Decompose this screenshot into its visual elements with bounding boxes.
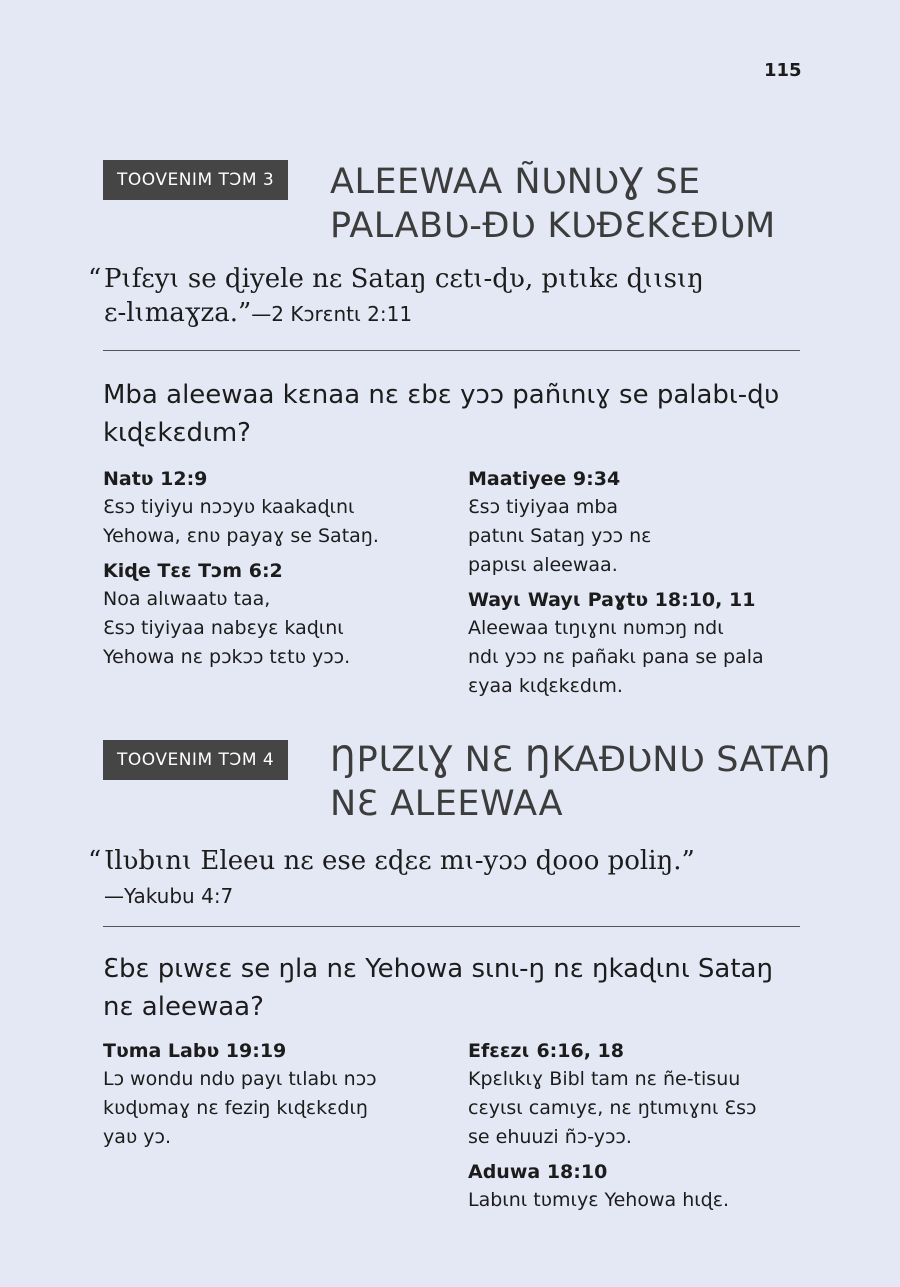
verse-block — [103, 557, 448, 672]
divider — [103, 926, 800, 927]
verse-reference-link[interactable]: Natʋ 12:9 — [103, 468, 208, 490]
verse-line: yaʋ yɔ. — [103, 1126, 172, 1148]
verse-line: Noa alɩwaatʋ taa, — [103, 588, 271, 610]
verse-reference-link[interactable]: Aduwa 18:10 — [468, 1161, 608, 1183]
left-column — [103, 1037, 448, 1158]
verse-line: papɩsɩ aleewaa. — [468, 554, 618, 576]
verse-line: Lɔ wondu ndʋ payɩ tɩlabɩ nɔɔ — [103, 1068, 377, 1090]
verse-line: Ɛsɔ tiyiyu nɔɔyʋ kaakaɖɩnɩ — [103, 496, 355, 518]
verse-reference-link[interactable]: Kiɖe Tɛɛ Tɔm 6:2 — [103, 560, 283, 582]
right-column — [468, 1037, 813, 1221]
page-number: 115 — [764, 60, 802, 81]
study-question: Mba aleewaa kɛnaa nɛ ɛbɛ yɔɔ pañɩnɩɣ se palabɩ-ɖʋ kɩɖɛkɛdɩm? — [103, 380, 780, 448]
verse-line: Kpɛlɩkɩɣ Bibl tam nɛ ñe-tisuu — [468, 1068, 741, 1090]
scripture-quote: “ Pɩfɛyɩ se ɖiyele nɛ Sataŋ cɛtɩ-ɖʋ, pɩtɩkɛ ɖɩɩsɩŋ ɛ-lɩmaɣza.”—2 Kɔrɛntɩ 2:11 — [88, 264, 704, 328]
lesson-tag: TOOVENIM TƆM 3 — [103, 160, 288, 200]
verse-reference-link[interactable]: Maatiyee 9:34 — [468, 468, 621, 490]
quote-line-1: Pɩfɛyɩ se ɖiyele nɛ Sataŋ cɛtɩ-ɖʋ, pɩtɩkɛ ɖɩɩsɩŋ — [104, 264, 704, 294]
lesson-title: ŊPƖZƖƔ NƐ ŊKAƉƲNƲ SATAŊ NƐ ALEEWAA — [330, 740, 832, 824]
quote-line-2: ɛ-lɩmaɣza.” — [104, 298, 252, 328]
verse-line: Yehowa, ɛnʋ payaɣ se Sataŋ. — [103, 525, 379, 547]
verse-reference-link[interactable]: Wayɩ Wayɩ Paɣtʋ 18:10, 11 — [468, 589, 756, 611]
verse-line: patɩnɩ Sataŋ yɔɔ nɛ — [468, 525, 652, 547]
verse-line: Ɛsɔ tiyiyaa nabɛyɛ kaɖɩnɩ — [103, 617, 344, 639]
verse-block — [103, 1037, 448, 1152]
verse-line: se ehuuzi ñɔ-yɔɔ. — [468, 1126, 632, 1148]
verse-line: Aleewaa tɩŋɩɣnɩ nʋmɔŋ ndɩ — [468, 617, 724, 639]
verse-line: Ɛsɔ tiyiyaa mba — [468, 496, 619, 518]
verse-line: Labɩnɩ tʋmɩyɛ Yehowa hɩɖɛ. — [468, 1189, 730, 1211]
verse-block — [468, 1037, 813, 1152]
left-column — [103, 465, 448, 678]
verse-line: ndɩ yɔɔ nɛ pañakɩ pana se pala — [468, 646, 764, 668]
verse-block — [468, 1158, 813, 1215]
quote-reference: —Yakubu 4:7 — [104, 884, 234, 908]
study-question: Ɛbɛ pɩwɛɛ se ŋla nɛ Yehowa sɩnɩ-ŋ nɛ ŋkaɖɩnɩ Sataŋ nɛ aleewaa? — [103, 954, 773, 1022]
verse-reference-link[interactable]: Efɛɛzɩ 6:16, 18 — [468, 1040, 624, 1062]
verse-line: Yehowa nɛ pɔkɔɔ tɛtʋ yɔɔ. — [103, 646, 351, 668]
divider — [103, 350, 800, 351]
lesson-tag: TOOVENIM TƆM 4 — [103, 740, 288, 780]
verse-block — [103, 465, 448, 551]
verse-reference-link[interactable]: Tʋma Labʋ 19:19 — [103, 1040, 287, 1062]
verse-line: ɛyaa kɩɖɛkɛdɩm. — [468, 675, 623, 697]
verse-block — [468, 586, 813, 701]
verse-block — [468, 465, 813, 580]
lesson-title: ALEEWAA ÑƲNƲƔ SE PALABƲ-ƉƲ KƲƉƐKƐƉƲM — [330, 162, 776, 246]
quote-line-1: Ɩlʋbɩnɩ Eleeu nɛ ese ɛɖɛɛ mɩ-yɔɔ ɖooo poliŋ.” — [104, 846, 695, 876]
quote-reference: —2 Kɔrɛntɩ 2:11 — [251, 302, 413, 326]
verse-line: cɛyɩsɩ camɩyɛ, nɛ ŋtɩmɩɣnɩ Ɛsɔ — [468, 1097, 757, 1119]
scripture-quote: “ Ɩlʋbɩnɩ Eleeu nɛ ese ɛɖɛɛ mɩ-yɔɔ ɖooo poliŋ.” —Yakubu 4:7 — [88, 846, 695, 908]
right-column — [468, 465, 813, 707]
verse-line: kʋɖʋmaɣ nɛ feziŋ kɩɖɛkɛdɩŋ — [103, 1097, 368, 1119]
